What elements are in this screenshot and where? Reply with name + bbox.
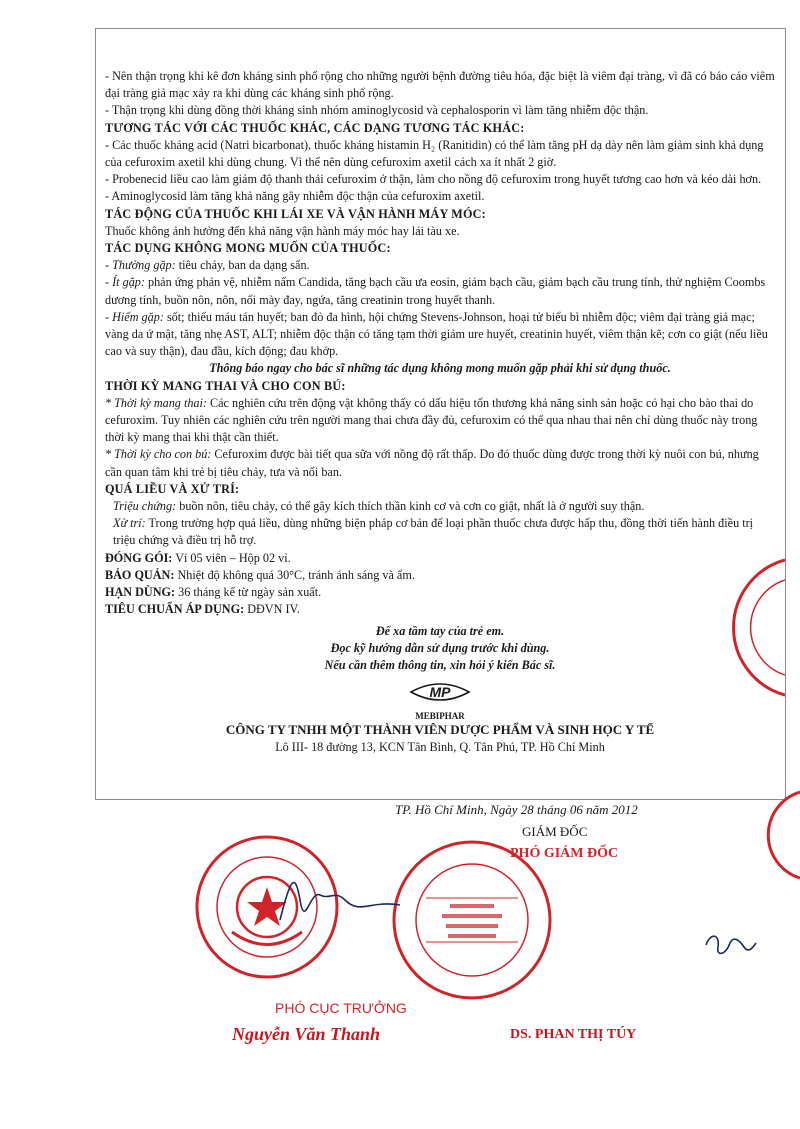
label-pregnancy: * Thời kỳ mang thai:: [105, 395, 207, 410]
standard-line: [105, 601, 775, 618]
svg-text:MP: MP: [429, 684, 451, 701]
adverse-rare: [105, 309, 775, 361]
overdose-treatment: [105, 515, 775, 549]
deputy-head-name: Nguyễn Văn Thanh: [232, 1024, 381, 1044]
company-address: Lô III- 18 đường 13, KCN Tân Bình, Q. Tân Phú, TP. Hồ Chí Minh: [275, 739, 605, 754]
deputy-director-title: PHÓ GIÁM ĐỐC: [510, 846, 619, 861]
expiry-line: [105, 584, 775, 601]
text-lactation: Cefuroxim được bài tiết qua sữa với nồng độ rất thấp. Do đó thuốc dùng được trong thời kỳ nuôi con bú, nhưng cần quan tâm khi trẻ bị tiêu chảy, tưa và nổi ban.: [105, 447, 759, 479]
label-treatment: Xử trí:: [113, 516, 146, 531]
text-common: tiêu chảy, ban da dạng sẩn.: [175, 258, 310, 273]
storage-line: [105, 567, 775, 584]
director-title: GIÁM ĐỐC: [522, 824, 588, 839]
label-symptoms: Triệu chứng:: [113, 499, 177, 514]
text-pregnancy: Các nghiên cứu trên động vật không thấy có dấu hiệu tổn thương khả năng sinh sản hoặc có hại cho bào thai do cefuroxim. Tuy nhiên các nghiên cứu trên người mang thai chưa đầy đủ, cefuroxim có thể qua nhau thai nên chỉ dùng thuốc này trong thời kỳ mang thai khi thật cần thiết.: [105, 395, 758, 445]
text-standard: DĐVN IV.: [244, 602, 300, 617]
signer-name: DS. PHAN THỊ TÚY: [510, 1027, 637, 1042]
company-name: CÔNG TY TNHH MỘT THÀNH VIÊN DƯỢC PHẨM VÀ SINH HỌC Y TẾ: [225, 722, 655, 738]
section-heading-adverse: TÁC DỤNG KHÔNG MONG MUỐN CỦA THUỐC:: [105, 241, 391, 256]
deputy-head-title: PHÓ CỤC TRƯỞNG: [275, 1000, 407, 1016]
label-storage: BẢO QUẢN:: [105, 567, 175, 582]
interaction-item: - Probenecid liều cao làm giảm độ thanh thải cefuroxim ở thận, làm cho nồng độ cefuroxim trong huyết tương cao hơn và kéo dài hơn.: [105, 172, 762, 187]
text-symptoms: buồn nôn, tiêu chảy, có thể gây kích thích thần kinh cơ và cơn co giật, nhất là ở người suy thận.: [176, 499, 645, 514]
closing-line: Để xa tầm tay của trẻ em.: [375, 623, 505, 638]
partial-stamp-icon: [690, 555, 785, 700]
brand-name: MEBIPHAR: [415, 711, 465, 722]
closing-line: Nếu cần thêm thông tin, xin hỏi ý kiến Bác sĩ.: [324, 657, 556, 672]
label-standard: TIÊU CHUẨN ÁP DỤNG:: [105, 602, 245, 617]
text-rare: sốt; thiếu máu tán huyết; ban đỏ đa hình, hội chứng Stevens-Johnson, hoại tử biểu bì nhiễm độc; viêm đại tràng giả mạc; vàng da ứ mật, tăng nhẹ AST, ALT; nhiễm độc thận có tăng tạm thời giảm ure huyết, creatinin huyết, viêm thận kẽ; cơn co giật (nếu liều cao và suy thận), đau đầu, kích động; đau khớp.: [105, 309, 768, 359]
label-packing: ĐÓNG GÓI:: [105, 550, 173, 565]
signature-icon: [250, 860, 410, 940]
interaction-item: - Các thuốc kháng acid (Natri bicarbonat), thuốc kháng histamin H₂ (Ranitidin) có thể làm tăng pH dạ dày nên làm giảm sinh khả dụng của cefuroxim axetil khi dùng chung. Vì thế nên dùng cefuroxim axetil cách xa ít nhất 2 giờ.: [105, 137, 764, 170]
label-expiry: HẠN DÙNG:: [105, 585, 176, 600]
section-heading-overdose: QUÁ LIỀU VÀ XỬ TRÍ:: [105, 481, 240, 496]
document-body: [105, 68, 775, 756]
closing-line: Đọc kỹ hướng dẫn sử dụng trước khi dùng.: [330, 640, 550, 655]
section-heading-pregnancy: THỜI KỲ MANG THAI VÀ CHO CON BÚ:: [105, 378, 346, 393]
section-heading-driving: TÁC ĐỘNG CỦA THUỐC KHI LÁI XE VÀ VẬN HÀNH MÁY MÓC:: [105, 206, 486, 221]
doctor-notice: Thông báo ngay cho bác sĩ những tác dụng không mong muốn gặp phải khi sử dụng thuốc.: [209, 361, 671, 376]
company-logo: [105, 678, 775, 711]
text-storage: Nhiệt độ không quá 30°C, tránh ánh sáng và ẩm.: [174, 567, 415, 582]
signature-icon: [700, 925, 760, 965]
text-packing: Vỉ 05 viên – Hộp 02 vỉ.: [172, 550, 291, 565]
label-uncommon: - Ít gặp:: [105, 275, 145, 290]
partial-stamp-icon: [748, 790, 800, 880]
precaution-line: - Nên thận trọng khi kê đơn kháng sinh phổ rộng cho những người bệnh đường tiêu hóa, đặc biệt là viêm đại tràng, vì đã có báo cáo viêm đại tràng giả mạc xảy ra khi dùng các kháng sinh phổ rộng.: [105, 69, 775, 101]
driving-text: Thuốc không ảnh hưởng đến khả năng vận hành máy móc hay lái tàu xe.: [105, 223, 460, 238]
signature-date: TP. Hồ Chí Minh, Ngày 28 tháng 06 năm 2012: [395, 802, 638, 817]
lactation-text: [105, 446, 775, 480]
label-rare: - Hiếm gặp:: [105, 309, 164, 324]
adverse-common: [105, 257, 775, 274]
overdose-symptoms: [105, 498, 775, 515]
section-heading-interactions: TƯƠNG TÁC VỚI CÁC THUỐC KHÁC, CÁC DẠNG TƯƠNG TÁC KHÁC:: [105, 120, 525, 135]
company-stamp-icon: [390, 838, 555, 1003]
text-uncommon: phản ứng phản vệ, nhiễm nấm Candida, tăng bạch cầu ưa eosin, giảm bạch cầu, giảm bạch cầu trung tính, thử nghiệm Coombs dương tính, buồn nôn, nôn, nổi mày đay, ngứa, tăng creatinin trong huyết thanh.: [105, 275, 766, 307]
packing-line: [105, 550, 775, 567]
interaction-item: - Aminoglycosid làm tăng khả năng gây nhiễm độc thận của cefuroxim axetil.: [105, 189, 485, 204]
precaution-line: - Thận trọng khi dùng đồng thời kháng sinh nhóm aminoglycosid và cephalosporin vì làm tăng nhiễm độc thận.: [105, 103, 649, 118]
label-common: - Thường gặp:: [105, 258, 176, 273]
pregnancy-text: [105, 395, 775, 447]
mebiphar-logo-icon: [405, 678, 475, 706]
label-lactation: * Thời kỳ cho con bú:: [105, 447, 212, 462]
text-treatment: Trong trường hợp quá liều, dùng những biện pháp cơ bản để loại phần thuốc chưa được hấp thu, đồng thời tiến hành điều trị triệu chứng và điều trị hỗ trợ.: [113, 516, 754, 548]
adverse-uncommon: [105, 274, 775, 308]
text-expiry: 36 tháng kể từ ngày sản xuất.: [175, 585, 322, 600]
